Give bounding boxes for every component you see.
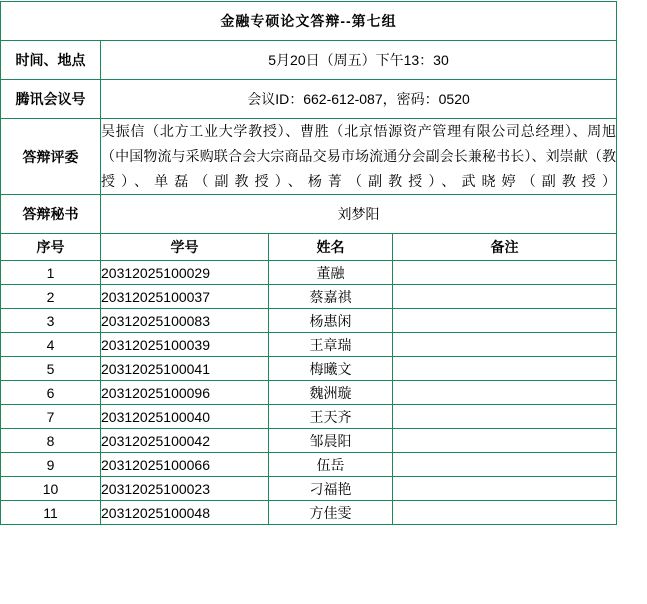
meeting-value: 会议ID：662-612-087，密码：0520	[101, 80, 617, 119]
student-name: 伍岳	[269, 453, 393, 477]
student-id: 20312025100048	[101, 501, 269, 525]
student-id: 20312025100029	[101, 261, 269, 285]
table-row	[1, 477, 617, 501]
student-id: 20312025100023	[101, 477, 269, 501]
student-id: 20312025100037	[101, 285, 269, 309]
student-no: 9	[1, 453, 101, 477]
student-no: 4	[1, 333, 101, 357]
judges-value: 吴振信（北方工业大学教授）、曹胜（北京悟源资产管理有限公司总经理）、周旭（中国物流与采购联合会大宗商品交易市场流通分会副会长兼秘书长）、刘崇献（教授）、单磊（副教授）、杨菁（副教授）、武晓婷（副教授）	[101, 119, 617, 195]
student-note	[393, 405, 617, 429]
judges-row	[1, 119, 617, 195]
student-note	[393, 429, 617, 453]
student-no: 2	[1, 285, 101, 309]
column-header-no: 序号	[1, 234, 101, 261]
student-id: 20312025100041	[101, 357, 269, 381]
student-id: 20312025100039	[101, 333, 269, 357]
column-header-name: 姓名	[269, 234, 393, 261]
table-row	[1, 357, 617, 381]
student-note	[393, 261, 617, 285]
student-name: 蔡嘉祺	[269, 285, 393, 309]
student-name: 王天齐	[269, 405, 393, 429]
student-no: 5	[1, 357, 101, 381]
student-name: 魏洲璇	[269, 381, 393, 405]
student-note	[393, 285, 617, 309]
student-no: 7	[1, 405, 101, 429]
student-name: 方佳雯	[269, 501, 393, 525]
student-name: 杨惠闲	[269, 309, 393, 333]
table-row	[1, 261, 617, 285]
student-note	[393, 333, 617, 357]
time-place-value: 5月20日（周五）下午13：30	[101, 41, 617, 80]
student-id: 20312025100040	[101, 405, 269, 429]
table-row	[1, 381, 617, 405]
document-title: 金融专硕论文答辩--第七组	[1, 2, 617, 41]
student-name: 董融	[269, 261, 393, 285]
time-place-label: 时间、地点	[1, 41, 101, 80]
judges-label: 答辩评委	[1, 119, 101, 195]
table-row	[1, 285, 617, 309]
student-note	[393, 453, 617, 477]
title-row	[1, 2, 617, 41]
student-no: 10	[1, 477, 101, 501]
student-note	[393, 309, 617, 333]
table-row	[1, 453, 617, 477]
table-row	[1, 405, 617, 429]
student-no: 1	[1, 261, 101, 285]
student-note	[393, 477, 617, 501]
table-row	[1, 333, 617, 357]
table-row	[1, 309, 617, 333]
secretary-label: 答辩秘书	[1, 195, 101, 234]
student-no: 11	[1, 501, 101, 525]
student-name: 梅曦文	[269, 357, 393, 381]
table-row	[1, 501, 617, 525]
spreadsheet-canvas	[0, 1, 647, 604]
student-note	[393, 381, 617, 405]
student-name: 刁福艳	[269, 477, 393, 501]
secretary-value: 刘梦阳	[101, 195, 617, 234]
student-no: 8	[1, 429, 101, 453]
time-place-row	[1, 41, 617, 80]
column-header-id: 学号	[101, 234, 269, 261]
student-note	[393, 501, 617, 525]
defense-schedule-table	[0, 1, 617, 525]
secretary-row	[1, 195, 617, 234]
student-no: 3	[1, 309, 101, 333]
student-id: 20312025100042	[101, 429, 269, 453]
student-name: 邹晨阳	[269, 429, 393, 453]
student-name: 王章瑞	[269, 333, 393, 357]
student-no: 6	[1, 381, 101, 405]
student-id: 20312025100096	[101, 381, 269, 405]
student-id: 20312025100066	[101, 453, 269, 477]
meeting-label: 腾讯会议号	[1, 80, 101, 119]
column-header-note: 备注	[393, 234, 617, 261]
student-id: 20312025100083	[101, 309, 269, 333]
student-note	[393, 357, 617, 381]
table-row	[1, 429, 617, 453]
meeting-row	[1, 80, 617, 119]
table-header-row	[1, 234, 617, 261]
